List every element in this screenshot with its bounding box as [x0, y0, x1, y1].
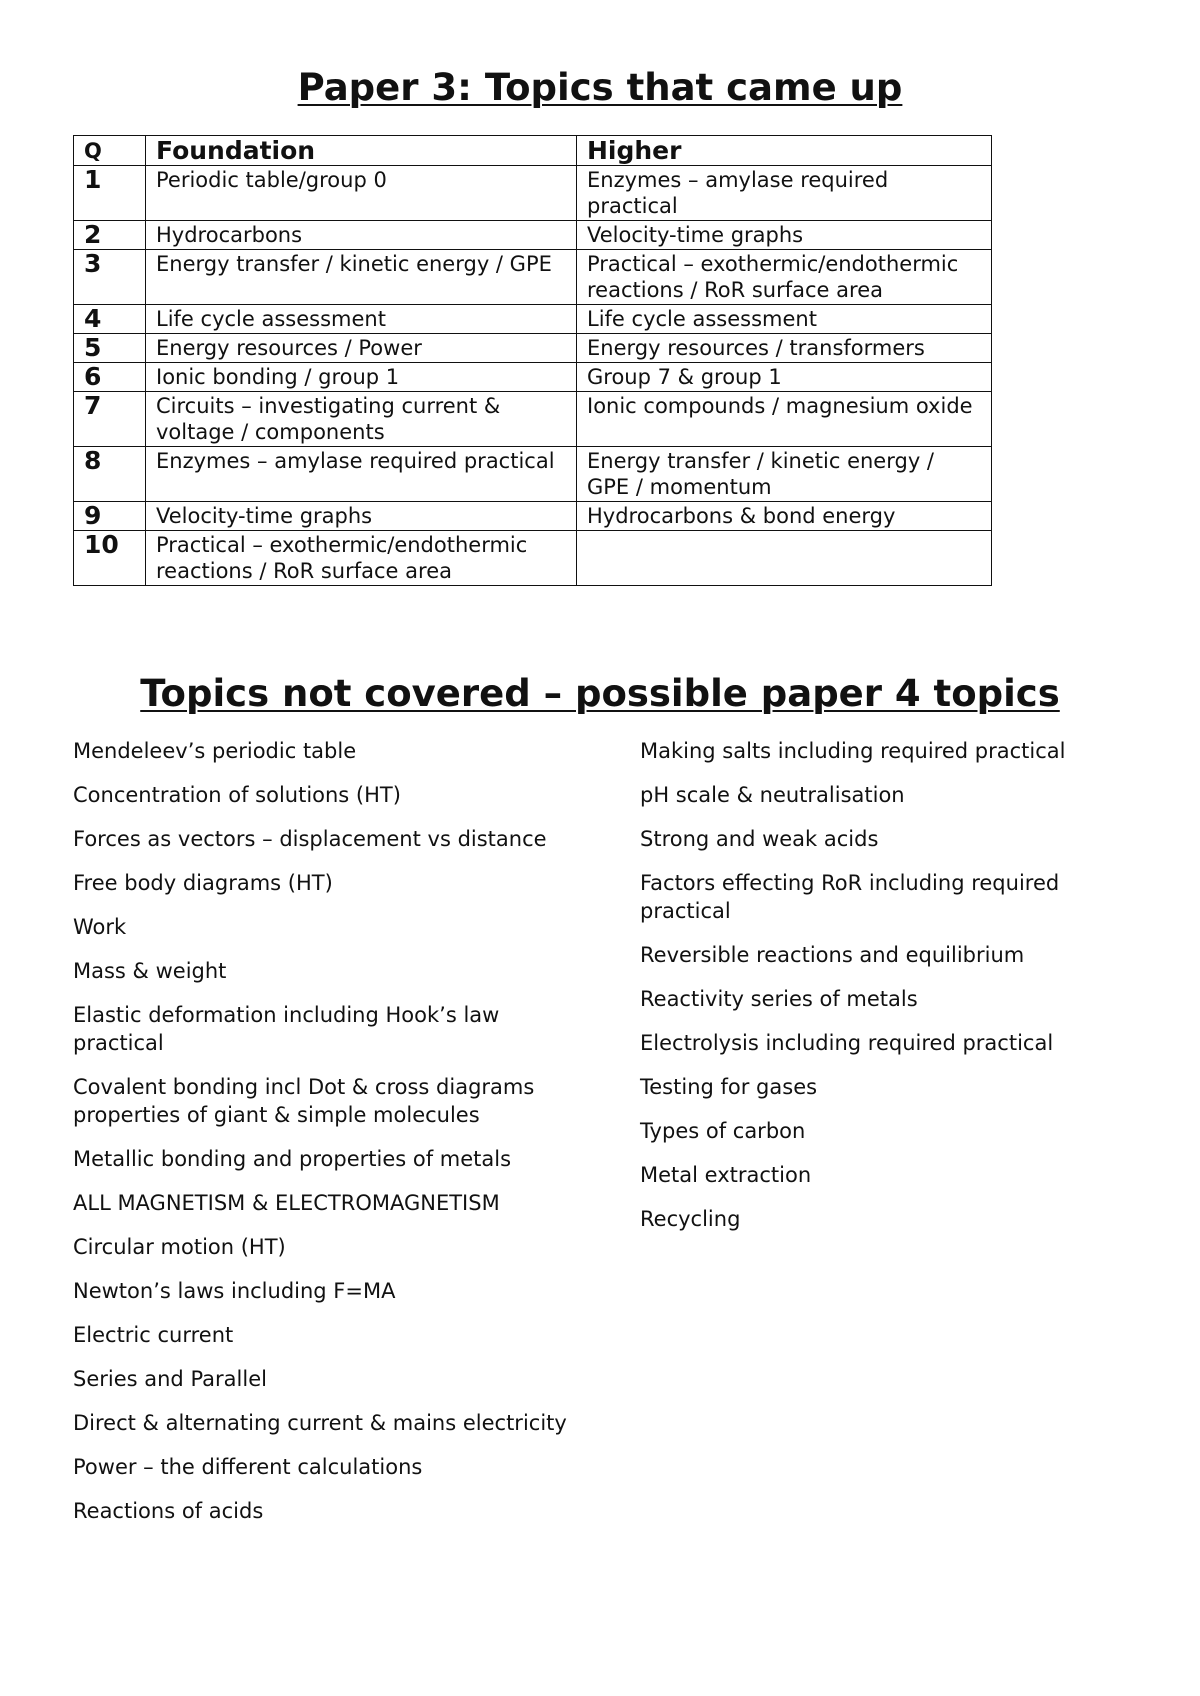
list-item: Free body diagrams (HT) — [73, 871, 333, 895]
table-row — [74, 334, 992, 363]
higher-topic: Hydrocarbons & bond energy — [577, 502, 992, 531]
topics-table — [73, 135, 992, 586]
question-number: 3 — [74, 250, 146, 305]
list-item: Electrolysis including required practical — [640, 1031, 1054, 1055]
list-item: Reactivity series of metals — [640, 987, 918, 1011]
question-number: 5 — [74, 334, 146, 363]
list-item: Electric current — [73, 1323, 234, 1347]
higher-topic: Velocity-time graphs — [577, 221, 992, 250]
page-title: Paper 3: Topics that came up — [297, 66, 903, 109]
question-number: 7 — [74, 392, 146, 447]
foundation-topic: Energy transfer / kinetic energy / GPE — [146, 250, 577, 305]
foundation-topic: Ionic bonding / group 1 — [146, 363, 577, 392]
higher-topic: Practical – exothermic/endothermic reactions / RoR surface area — [577, 250, 992, 305]
table-row — [74, 531, 992, 586]
list-item: Recycling — [640, 1207, 741, 1231]
table-row — [74, 447, 992, 502]
question-number: 1 — [74, 166, 146, 221]
higher-topic: Enzymes – amylase required practical — [577, 166, 992, 221]
list-item: Forces as vectors – displacement vs distance — [73, 827, 547, 851]
table-row — [74, 363, 992, 392]
foundation-topic: Enzymes – amylase required practical — [146, 447, 577, 502]
column-header-q: Q — [74, 136, 146, 166]
section-title: Topics not covered – possible paper 4 topics — [140, 672, 1060, 715]
table-row — [74, 166, 992, 221]
higher-topic: Group 7 & group 1 — [577, 363, 992, 392]
higher-topic: Ionic compounds / magnesium oxide — [577, 392, 992, 447]
list-item: Testing for gases — [640, 1075, 818, 1099]
list-item: Metal extraction — [640, 1163, 812, 1187]
not-covered-list-right — [640, 737, 1120, 1249]
table-row — [74, 502, 992, 531]
question-number: 9 — [74, 502, 146, 531]
table-row — [74, 305, 992, 334]
higher-topic: Energy resources / transformers — [577, 334, 992, 363]
list-item: Newton’s laws including F=MA — [73, 1279, 396, 1303]
question-number: 10 — [74, 531, 146, 586]
list-item: Types of carbon — [640, 1119, 806, 1143]
table-row — [74, 221, 992, 250]
list-item: Concentration of solutions (HT) — [73, 783, 401, 807]
list-item: ALL MAGNETISM & ELECTROMAGNETISM — [73, 1191, 500, 1215]
table-header-row — [74, 136, 992, 166]
higher-topic — [577, 531, 992, 586]
list-item: Circular motion (HT) — [73, 1235, 286, 1259]
table-row — [74, 250, 992, 305]
foundation-topic: Energy resources / Power — [146, 334, 577, 363]
list-item: Mendeleev’s periodic table — [73, 739, 357, 763]
list-item: Elastic deformation including Hook’s law practical — [73, 1003, 500, 1055]
list-item: Factors effecting RoR including required practical — [640, 871, 1060, 923]
foundation-topic: Velocity-time graphs — [146, 502, 577, 531]
list-item: Metallic bonding and properties of metals — [73, 1147, 512, 1171]
higher-topic: Energy transfer / kinetic energy / GPE / momentum — [577, 447, 992, 502]
list-item: Mass & weight — [73, 959, 227, 983]
list-item: Reversible reactions and equilibrium — [640, 943, 1025, 967]
question-number: 2 — [74, 221, 146, 250]
list-item: Reactions of acids — [73, 1499, 264, 1523]
foundation-topic: Circuits – investigating current & voltage / components — [146, 392, 577, 447]
list-item: Making salts including required practical — [640, 739, 1066, 763]
column-header-higher: Higher — [577, 136, 992, 166]
list-item: Strong and weak acids — [640, 827, 879, 851]
list-item: Covalent bonding incl Dot & cross diagrams properties of giant & simple molecules — [73, 1075, 535, 1127]
foundation-topic: Practical – exothermic/endothermic reactions / RoR surface area — [146, 531, 577, 586]
list-item: Series and Parallel — [73, 1367, 267, 1391]
list-item: Direct & alternating current & mains electricity — [73, 1411, 567, 1435]
foundation-topic: Hydrocarbons — [146, 221, 577, 250]
list-item: Work — [73, 915, 127, 939]
question-number: 8 — [74, 447, 146, 502]
list-item: Power – the different calculations — [73, 1455, 423, 1479]
question-number: 6 — [74, 363, 146, 392]
higher-topic: Life cycle assessment — [577, 305, 992, 334]
foundation-topic: Life cycle assessment — [146, 305, 577, 334]
question-number: 4 — [74, 305, 146, 334]
foundation-topic: Periodic table/group 0 — [146, 166, 577, 221]
column-header-foundation: Foundation — [146, 136, 577, 166]
list-item: pH scale & neutralisation — [640, 783, 905, 807]
not-covered-list-left — [73, 737, 593, 1541]
table-row — [74, 392, 992, 447]
